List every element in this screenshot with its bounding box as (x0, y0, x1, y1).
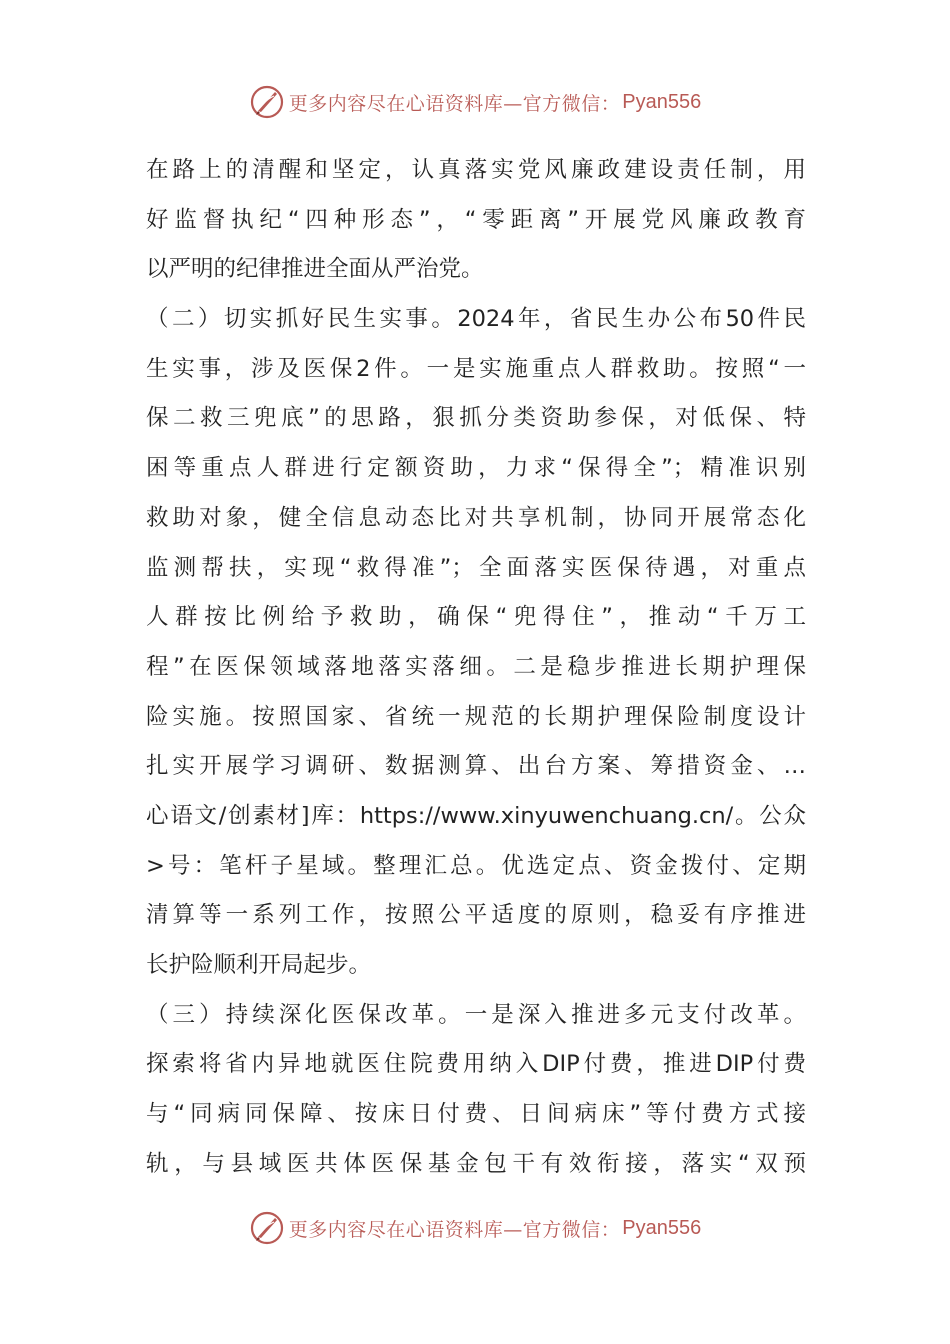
text-line: 清算等一系列工作，按照公平适度的原则，稳妥有序推进 (146, 902, 806, 929)
text-line: （三）持续深化医保改革。一是深入推进多元支付改革。 (146, 1001, 806, 1028)
text-line: 救助对象，健全信息动态比对共享机制，协同开展常态化 (146, 504, 806, 531)
text-line: 保二救三兜底”的思路，狠抓分类资助参保，对低保、特 (146, 405, 806, 432)
text-line: 心语文/创素材]库：https://www.xinyuwenchuang.cn/。公众 (146, 802, 806, 829)
text-line: 以严明的纪律推进全面从严治党。 (146, 256, 484, 283)
text-line: （二）切实抓好民生实事。2024年，省民生办公布50件民 (146, 306, 806, 333)
watermark-wechat-id: Pyan556 (622, 1216, 702, 1239)
watermark-wechat-id: Pyan556 (622, 90, 702, 113)
text-line: 好监督执纪“四种形态”，“零距离”开展党风廉政教育 (146, 206, 806, 233)
text-line: 轨，与县域医共体医保基金包干有效衔接，落实“双预 (146, 1150, 806, 1177)
text-line: 与“同病同保障、按床日付费、日间病床”等付费方式接 (146, 1101, 806, 1128)
watermark-header (0, 82, 950, 122)
text-line: 人群按比例给予救助，确保“兜得住”，推动“千万工 (146, 604, 806, 631)
text-line: 困等重点人群进行定额资助，力求“保得全”；精准识别 (146, 455, 806, 482)
text-line: 险实施。按照国家、省统一规范的长期护理保险制度设计 (146, 703, 806, 730)
text-line: 探索将省内异地就医住院费用纳入DIP付费，推进DIP付费 (146, 1051, 806, 1078)
quill-logo-icon (249, 84, 285, 120)
watermark-text: 更多内容尽在心语资料库—官方微信： (288, 92, 621, 115)
text-line: 扎实开展学习调研、数据测算、出台方案、筹措资金、… (146, 753, 806, 780)
quill-logo-icon (249, 1210, 285, 1246)
text-line: 生实事，涉及医保2件。一是实施重点人群救助。按照“一 (146, 355, 806, 382)
text-line: 程”在医保领域落地落实落细。二是稳步推进长期护理保 (146, 653, 806, 680)
text-line: >号：笔杆子星域。整理汇总。优选定点、资金拨付、定期 (146, 852, 806, 879)
text-line: 监测帮扶，实现“救得准”；全面落实医保待遇，对重点 (146, 554, 806, 581)
document-body (146, 146, 806, 1189)
text-line: 在路上的清醒和坚定，认真落实党风廉政建设责任制，用 (146, 157, 806, 183)
watermark-text: 更多内容尽在心语资料库—官方微信： (288, 1218, 621, 1241)
text-line: 长护险顺利开局起步。 (146, 952, 372, 978)
watermark-footer (0, 1208, 950, 1248)
